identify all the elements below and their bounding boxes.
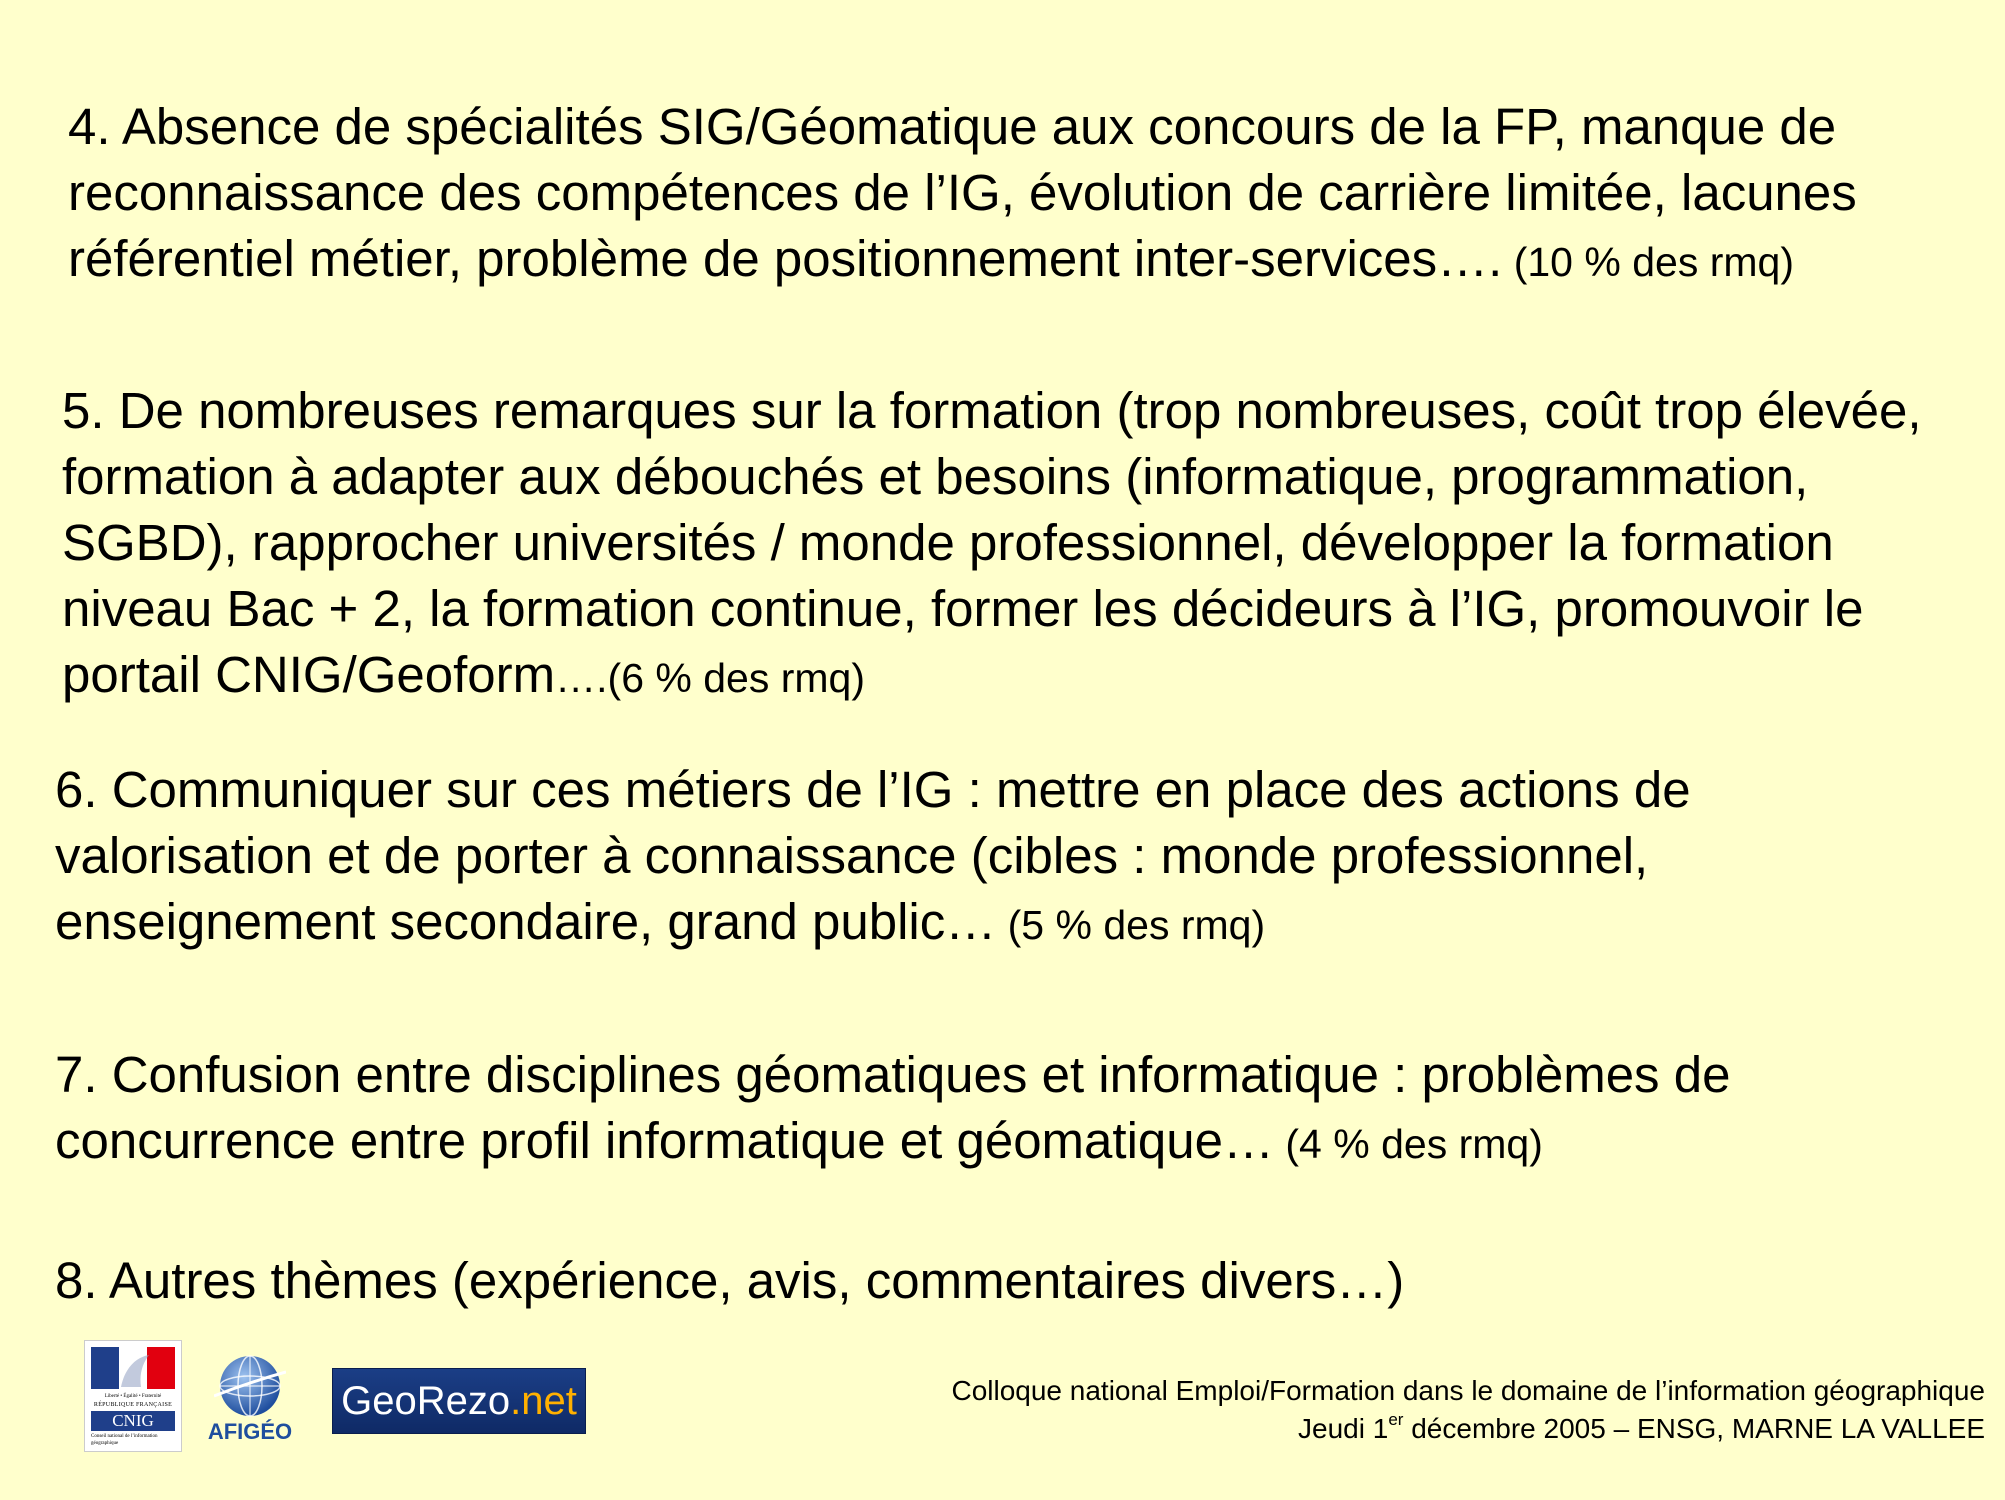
point-8-text: 8. Autres thèmes (expérience, avis, commentaires divers…): [55, 1252, 1405, 1309]
cnig-republic: RÉPUBLIQUE FRANÇAISE: [93, 1402, 173, 1408]
point-7-note: (4 % des rmq): [1274, 1121, 1543, 1167]
point-4-text: 4. Absence de spécialités SIG/Géomatique aux concours de la FP, manque de reconnaissance des compétences de l’IG, évolution de carrière limitée, lacunes référentiel métier, problème de positionnement inter-services….: [68, 98, 1857, 287]
marianne-flag-icon: [91, 1347, 175, 1389]
afigeo-name: AFIGÉO: [207, 1419, 293, 1444]
point-5-text: 5. De nombreuses remarques sur la formation (trop nombreuses, coût trop élevée, formation à adapter aux débouchés et besoins (informatique, programmation, SGBD), rapprocher universités / monde professionnel, développer la formation niveau Bac + 2, la formation continue, former les décideurs à l’IG, promouvoir le portail CNIG/Geoform: [62, 382, 1922, 703]
georezo-logo: [332, 1368, 586, 1434]
georezo-domain: .net: [510, 1379, 577, 1423]
point-6-text: 6. Communiquer sur ces métiers de l’IG : mettre en place des actions de valorisation et de porter à connaissance (cibles : monde professionnel, enseignement secondaire, grand public…: [55, 761, 1691, 950]
footer-line-2: [951, 1410, 1985, 1448]
footer-date-sup: er: [1388, 1409, 1404, 1429]
point-5: [62, 378, 1962, 711]
cnig-subtitle: Conseil national de l’information géographique: [91, 1434, 158, 1446]
footer-line-1: Colloque national Emploi/Formation dans le domaine de l’information géographique: [951, 1375, 1985, 1406]
cnig-logo: [84, 1340, 182, 1452]
globe-icon: [214, 1352, 286, 1420]
afigeo-logo: [198, 1352, 302, 1448]
footer-date-prefix: Jeudi 1: [1298, 1413, 1389, 1444]
point-6: [55, 757, 1955, 958]
point-4: [68, 94, 1968, 295]
footer-date-suffix: décembre 2005 – ENSG, MARNE LA VALLEE: [1403, 1413, 1985, 1444]
cnig-name: CNIG: [91, 1411, 175, 1431]
event-footer: [951, 1372, 1985, 1448]
point-8: [55, 1248, 1955, 1314]
point-4-note: (10 % des rmq): [1502, 239, 1794, 285]
point-7-text: 7. Confusion entre disciplines géomatiques et informatique : problèmes de concurrence entre profil informatique et géomatique…: [55, 1046, 1731, 1169]
cnig-motto: Liberté • Égalité • Fraternité: [104, 1394, 162, 1399]
point-7: [55, 1042, 1955, 1177]
point-6-note: (5 % des rmq): [996, 902, 1266, 948]
georezo-name: GeoRezo: [341, 1379, 511, 1423]
point-5-note: ….(6 % des rmq): [555, 655, 865, 701]
